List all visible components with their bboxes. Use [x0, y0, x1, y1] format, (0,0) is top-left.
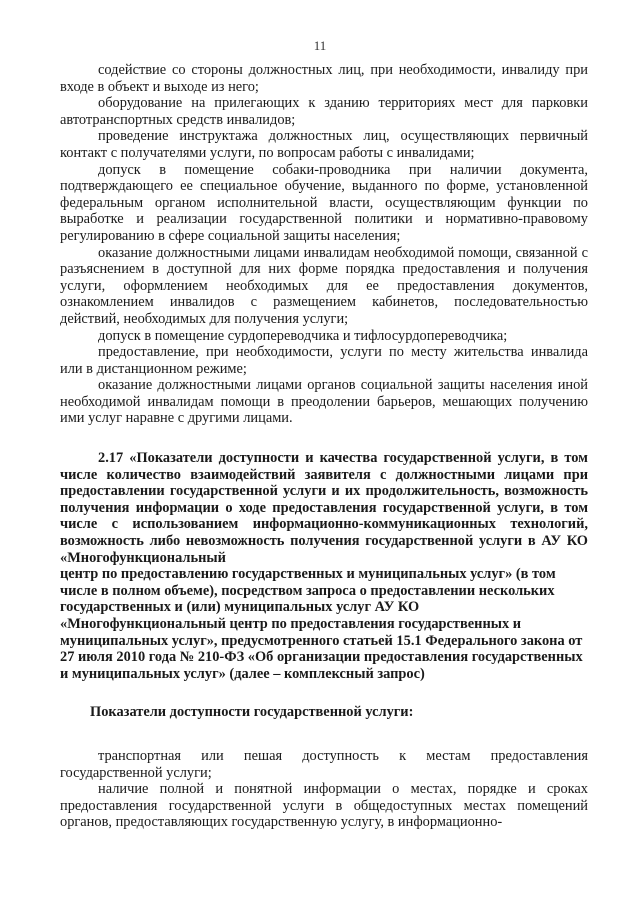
paragraph: оказание должностными лицами органов социальной защиты населения иной необходимой инвалидам помощи в преодолении барьеров, мешающих получению ими услуг наравне с другими лицами.: [60, 377, 588, 427]
page-content: [60, 62, 588, 831]
paragraph: содействие со стороны должностных лиц, при необходимости, инвалиду при входе в объект и выходе из него;: [60, 62, 588, 95]
paragraph: наличие полной и понятной информации о местах, порядке и сроках предоставления государственной услуги в общедоступных местах помещений органов, предоставляющих государственную услугу, в информационно-: [60, 781, 588, 831]
paragraph: оказание должностными лицами инвалидам необходимой помощи, связанной с разъяснением в доступной для них форме порядка предоставления и получения услуги, оформлением необходимых для ее предоставления документов, ознакомлением инвалидов с размещением кабинетов, последовательностью действий, необходимых для получения услуги;: [60, 244, 588, 327]
paragraph: транспортная или пешая доступность к местам предоставления государственной услуги;: [60, 747, 588, 781]
paragraph: проведение инструктажа должностных лиц, осуществляющих первичный контакт с получателями услуги, по вопросам работы с инвалидами;: [60, 128, 588, 161]
page-number: 11: [313, 38, 327, 53]
paragraph: предоставление, при необходимости, услуги по месту жительства инвалида или в дистанционном режиме;: [60, 344, 588, 377]
section-heading-2-17-continued: центр по предоставлению государственных и муниципальных услуг» (в том числе в полном объеме), посредством запроса о предоставлении нескольких государственных и (или) муниципальных услуг АУ КО «Многофункциональный центр по предоставления государственных и муниципальных услуг», предусмотренного статьей 15.1 Федерального закона от 27 июля 2010 года № 210-ФЗ «Об организации предоставления государственных и муниципальных услуг» (далее – комплексный запрос): [60, 566, 583, 682]
paragraph: допуск в помещение сурдопереводчика и тифлосурдопереводчика;: [98, 327, 508, 344]
paragraph: оборудование на прилегающих к зданию территориях мест для парковки автотранспортных средств инвалидов;: [60, 95, 588, 128]
paragraph: допуск в помещение собаки-проводника при наличии документа, подтверждающего ее специальное обучение, выданного по форме, установленной федеральным органом исполнительной власти, осуществляющим функции по выработке и реализации государственной политики и нормативно-правовому регулированию в сфере социальной защиты населения;: [60, 161, 588, 244]
section-heading-2-17: 2.17 «Показатели доступности и качества государственной услуги, в том числе количество взаимодействий заявителя с должностными лицами при предоставлении государственной услуги и их продолжительность, возможность получения информации о ходе предоставления государственной услуги, в том числе с использованием информационно-коммуникационных технологий, возможность либо невозможность получения государственной услуги в АУ КО «Многофункциональный: [60, 450, 588, 566]
subheading: Показатели доступности государственной услуги:: [90, 704, 414, 721]
